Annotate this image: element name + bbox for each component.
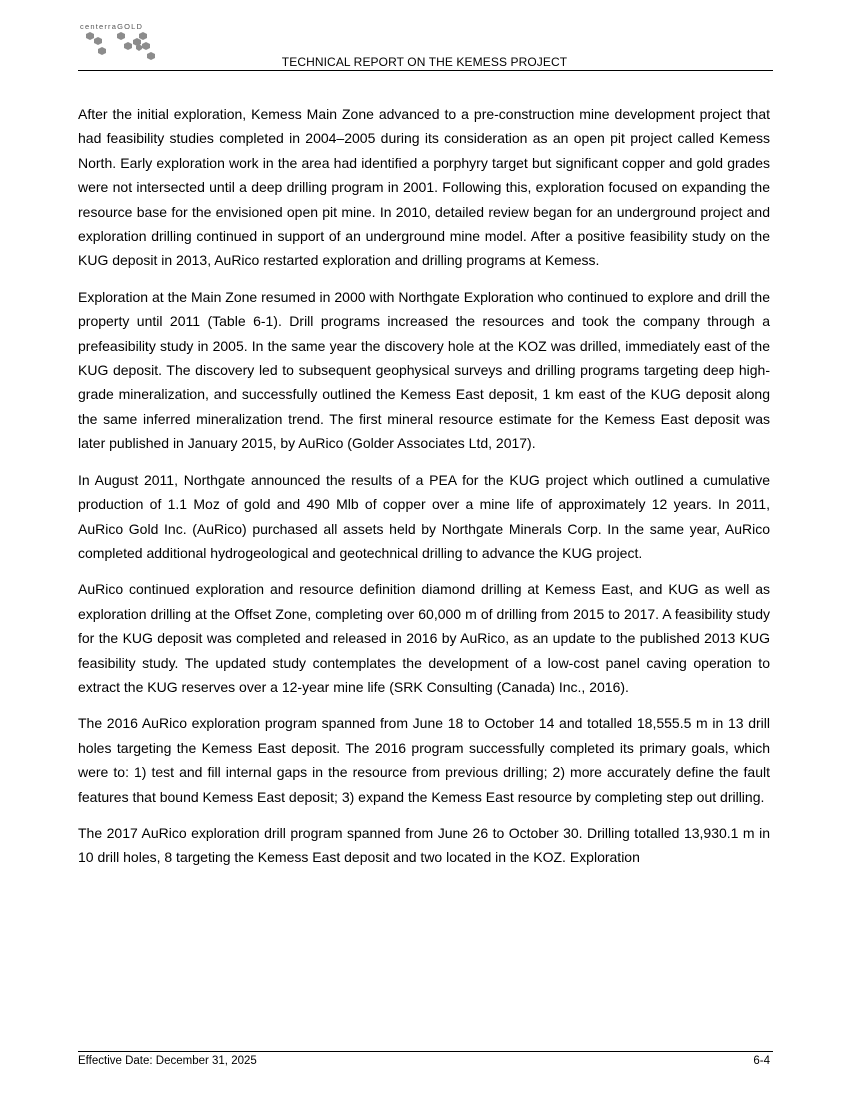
page-number: 6-4 [753, 1055, 770, 1067]
paragraph: In August 2011, Northgate announced the results of a PEA for the KUG project which outlined a cumulative production of 1.1 Moz of gold and 490 Mlb of copper over a mine life of approximately 12 years. In 2011, AuRico Gold Inc. (AuRico) purchased all assets held by Northgate Minerals Corp. In the same year, AuRico completed additional hydrogeological and geotechnical drilling to advance the KUG project. [78, 471, 770, 561]
report-title: TECHNICAL REPORT ON THE KEMESS PROJECT [281, 55, 568, 69]
paragraph: Exploration at the Main Zone resumed in 2000 with Northgate Exploration who continued to explore and drill the property until 2011 (Table 6-1). Drill programs increased the resources and took the company through a prefeasibility study in 2005. In the same year the discovery hole at the KOZ was drilled, immediately east of the KUG deposit. The discovery led to subsequent geophysical surveys and drilling programs targeting deep high-grade mineralization, and successfully outlined the Kemess East deposit, 1 km east of the KUG deposit along the same inferred mineralization trend. The first mineral resource estimate for the Kemess East deposit was later published in January 2015, by AuRico (Golder Associates Ltd, 2017). [78, 288, 770, 452]
paragraph: The 2017 AuRico exploration drill program spanned from June 26 to October 30. Drilling totalled 13,930.1 m in 10 drill holes, 8 targeting the Kemess East deposit and two located in the KOZ. Exploration [78, 824, 770, 866]
document-body [78, 102, 770, 882]
paragraph: After the initial exploration, Kemess Main Zone advanced to a pre-construction mine development project that had feasibility studies completed in 2004–2005 during its consideration as an open pit project called Kemess North. Early exploration work in the area had identified a porphyry target but significant copper and gold grades were not intersected until a deep drilling program in 2001. Following this, exploration focused on expanding the resource base for the envisioned open pit mine. In 2010, detailed review began for an underground project and exploration drilling continued in support of an underground mine model. After a positive feasibility study on the KUG deposit in 2013, AuRico restarted exploration and drilling programs at Kemess. [78, 106, 770, 269]
header-divider [78, 70, 773, 71]
paragraph: The 2016 AuRico exploration program spanned from June 18 to October 14 and totalled 18,555.5 m in 13 drill holes targeting the Kemess East deposit. The 2016 program successfully completed its primary goals, which were to: 1) test and fill internal gaps in the resource from previous drilling; 2) more accurately define the fault features that bound Kemess East deposit; 3) expand the Kemess East resource by completing step out drilling. [78, 715, 770, 805]
paragraph: AuRico continued exploration and resource definition diamond drilling at Kemess East, and KUG as well as exploration drilling at the Offset Zone, completing over 60,000 m of drilling from 2015 to 2017. A feasibility study for the KUG deposit was completed and released in 2016 by AuRico, as an update to the published 2013 KUG feasibility study. The updated study contemplates the development of a low-cost panel caving operation to extract the KUG reserves over a 12-year mine life (SRK Consulting (Canada) Inc., 2016). [78, 581, 770, 695]
effective-date: Effective Date: December 31, 2025 [78, 1055, 257, 1067]
footer-divider [78, 1051, 773, 1052]
logo-wordmark: centerraGOLD [80, 22, 144, 31]
